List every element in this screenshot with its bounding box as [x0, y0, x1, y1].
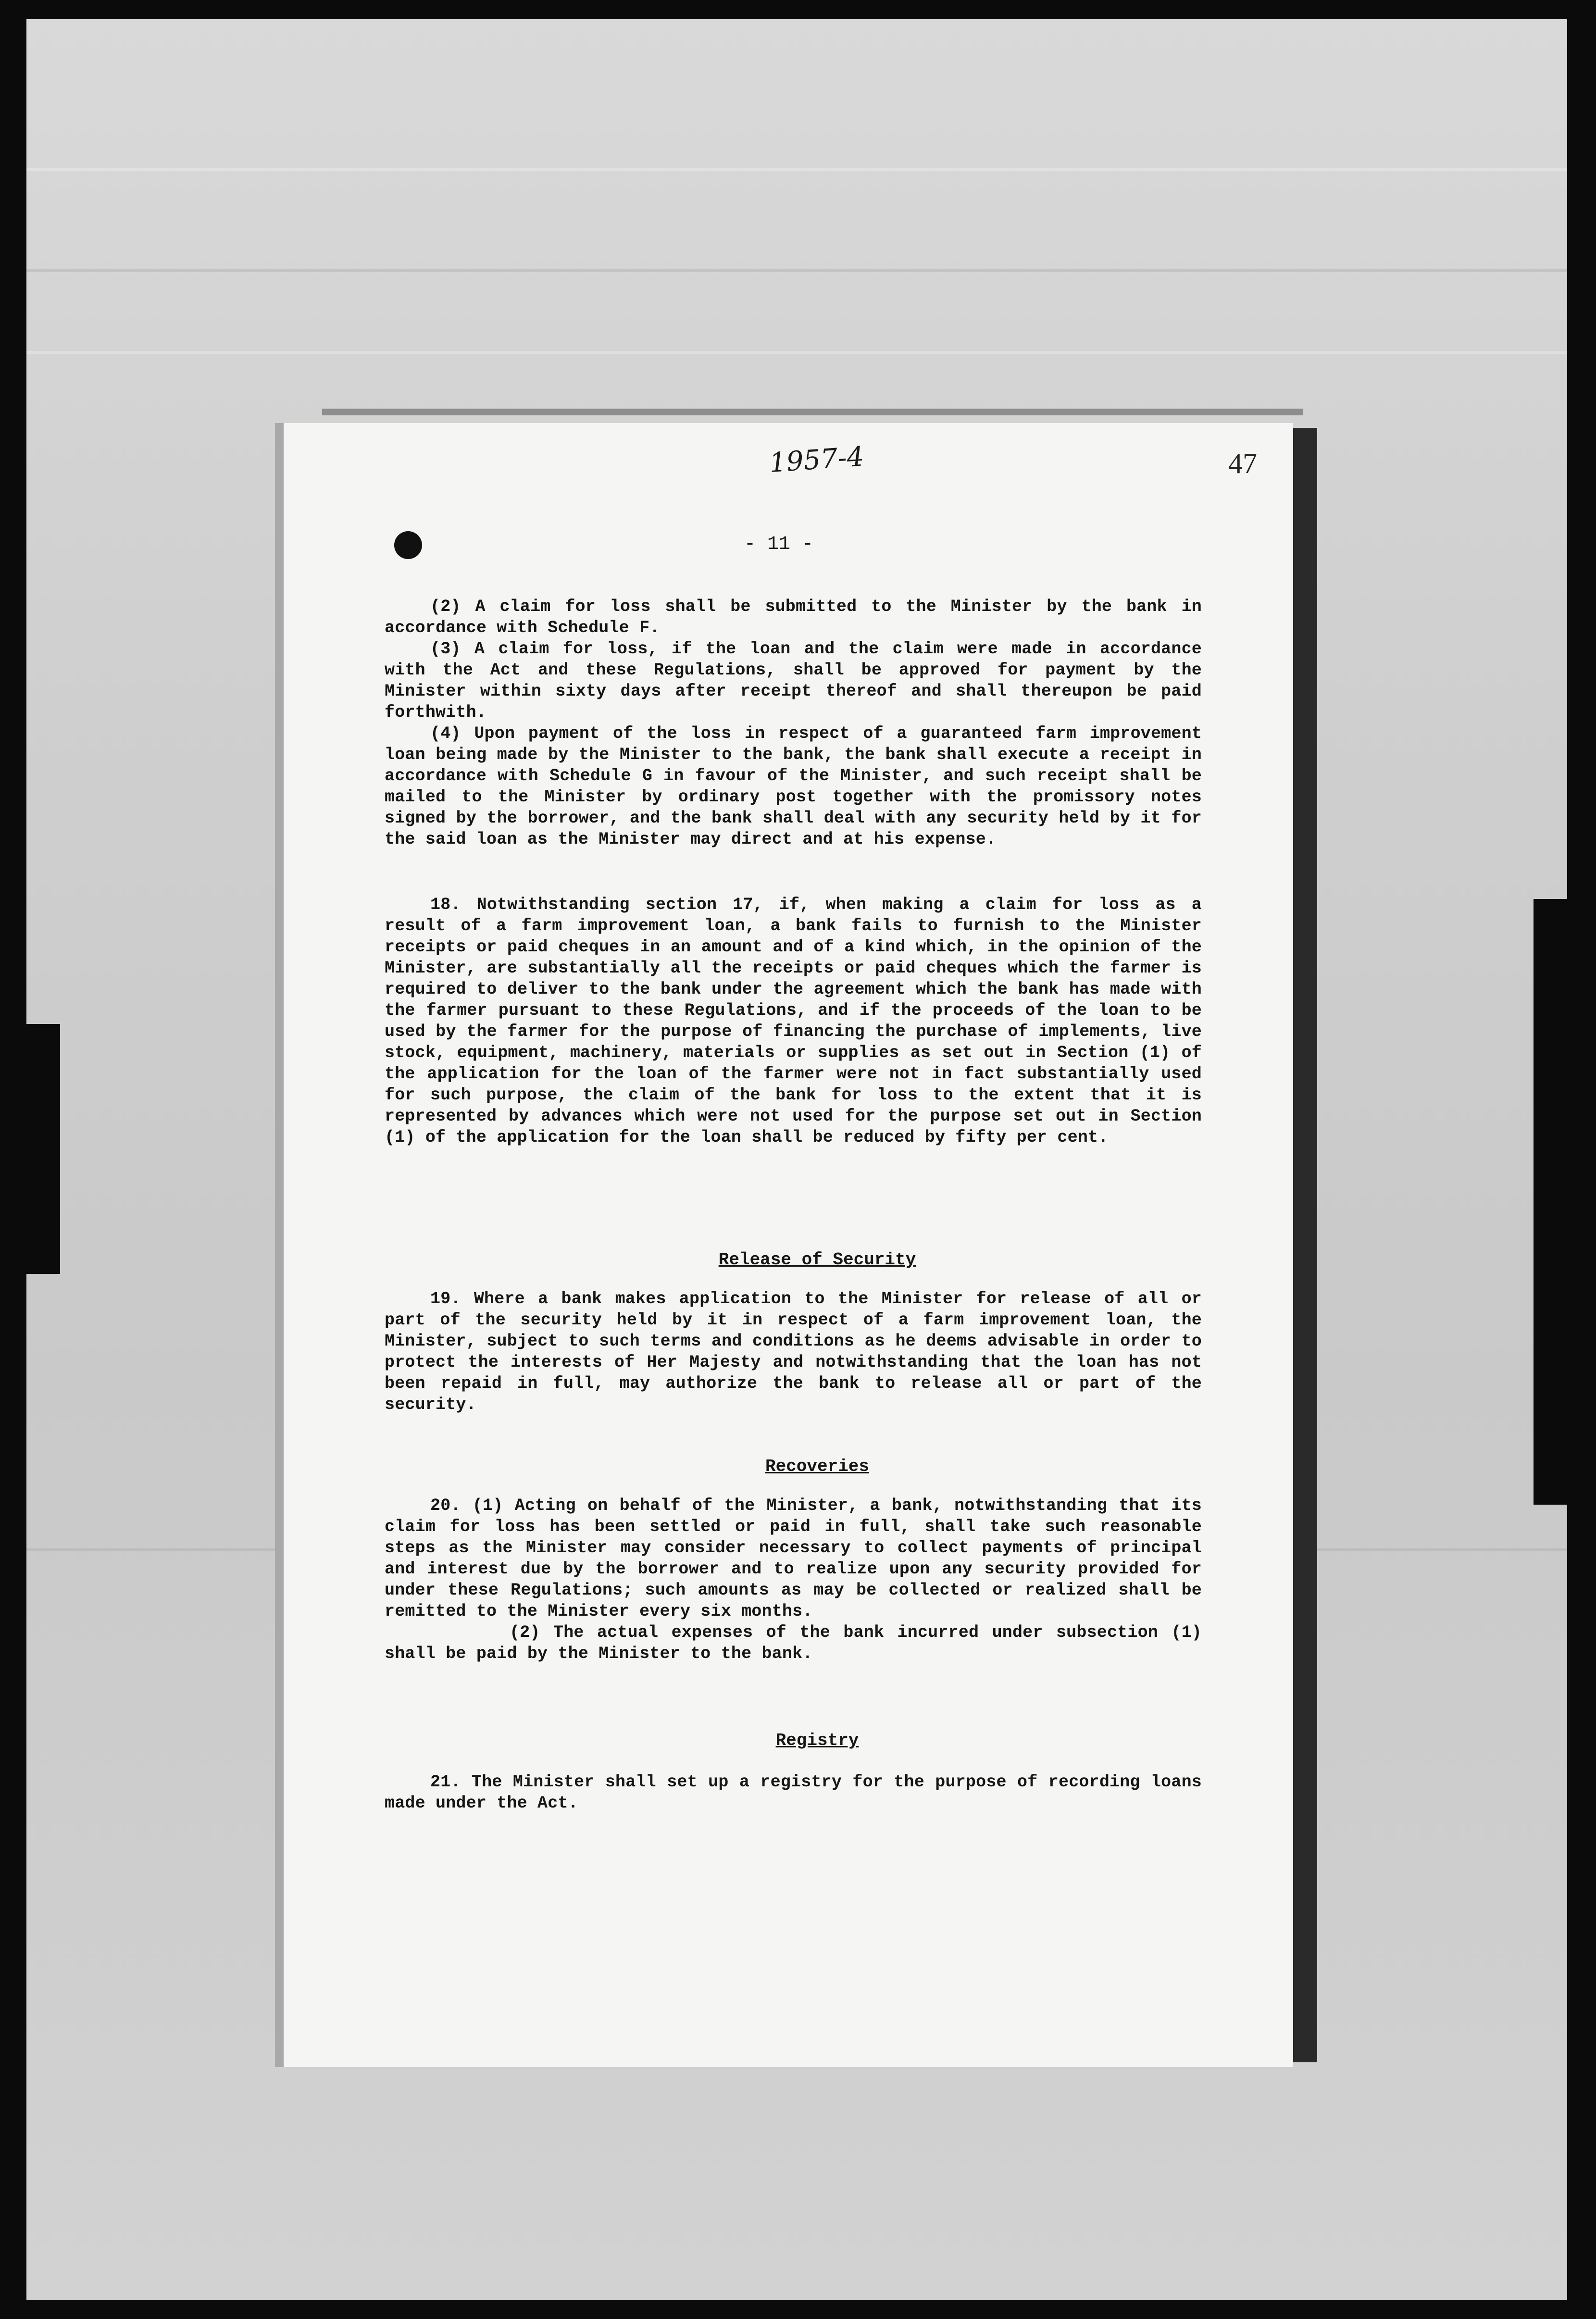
film-edge-mark-left: [26, 1024, 60, 1274]
paragraph-section-19: 19. Where a bank makes application to the Minister for release of all or part of the security held by it in respect of a farm improvement loan, the Minister, subject to such terms and conditions as he deems advisable in order to protect the interests of Her Majesty and notwithstanding that the loan has not been repaid in full, may authorize the bank to release all or part of the security.: [385, 1289, 1202, 1414]
section-18: [385, 894, 1202, 1148]
paragraph-claim-3: (3) A claim for loss, if the loan and the claim were made in accordance with the Act and these Regulations, shall be approved for payment by the Minister within sixty days after receipt thereof and shall thereupon be paid forthwith.: [385, 639, 1202, 722]
paragraph-section-18: 18. Notwithstanding section 17, if, when making a claim for loss as a result of a farm improvement loan, a bank fails to furnish to the Minister receipts or paid cheques in an amount and of a kind which, in the opinion of the Minister, are substantially all the receipts or paid cheques which the farmer is required to deliver to the bank under the agreement which the bank has made with the farmer pursuant to these Regulations, and if the proceeds of the loan to be used by the farmer for the purpose of financing the purchase of implements, live stock, equipment, machinery, materials or supplies as set out in Section (1) of the application for the loan of the farmer were not in fact substantially used for such purpose, the claim of the bank for loss to the extent that it is represented by advances which were not used for the purpose set out in Section (1) of the application for the loan shall be reduced by fifty per cent.: [385, 895, 1202, 1147]
page-right-shadow: [1293, 428, 1317, 2062]
page-label: - 11 -: [744, 534, 814, 555]
paragraph-claim-4: (4) Upon payment of the loss in respect of a guaranteed farm improvement loan being made by the Minister to the bank, the bank shall execute a receipt in accordance with Schedule G in favour of the Minister, and such receipt shall be mailed to the Minister by ordinary post together with the promissory notes signed by the borrower, and the bank shall deal with any security held by it for the said loan as the Minister may direct and at his expense.: [385, 724, 1202, 849]
section-20: [385, 1495, 1202, 1664]
film-edge-mark-right: [1534, 899, 1567, 1505]
section-21: [385, 1771, 1202, 1814]
paragraph-section-20-1: 20. (1) Acting on behalf of the Minister, a bank, notwithstanding that its claim for loss has been settled or paid in full, shall take such reasonable steps as the Minister may consider necessary to collect payments of principal and interest due by the borrower and to realize upon any security provided for under these Regulations; such amounts as may be collected or realized shall be remitted to the Minister every six months.: [385, 1496, 1202, 1621]
film-streak: [26, 168, 1567, 171]
paragraph-section-20-2: (2) The actual expenses of the bank incurred under subsection (1) shall be paid by the Minister to the bank.: [385, 1623, 1202, 1663]
heading-release-of-security: Release of Security: [718, 1250, 916, 1270]
claims-paragraphs: [385, 596, 1202, 850]
film-streak: [26, 351, 1567, 354]
section-19: [385, 1288, 1202, 1415]
handwritten-note: 1957-4: [768, 441, 865, 479]
page-number: 47: [1228, 448, 1257, 479]
page-top-shadow: [322, 409, 1303, 415]
paragraph-section-21: 21. The Minister shall set up a registry for the purpose of recording loans made under the Act.: [385, 1772, 1202, 1813]
film-streak: [26, 269, 1567, 272]
punch-hole-icon: [394, 531, 422, 559]
paragraph-claim-2: (2) A claim for loss shall be submitted to the Minister by the bank in accordance with Schedule F.: [385, 597, 1202, 637]
heading-registry: Registry: [775, 1731, 859, 1750]
heading-recoveries: Recoveries: [765, 1457, 870, 1476]
